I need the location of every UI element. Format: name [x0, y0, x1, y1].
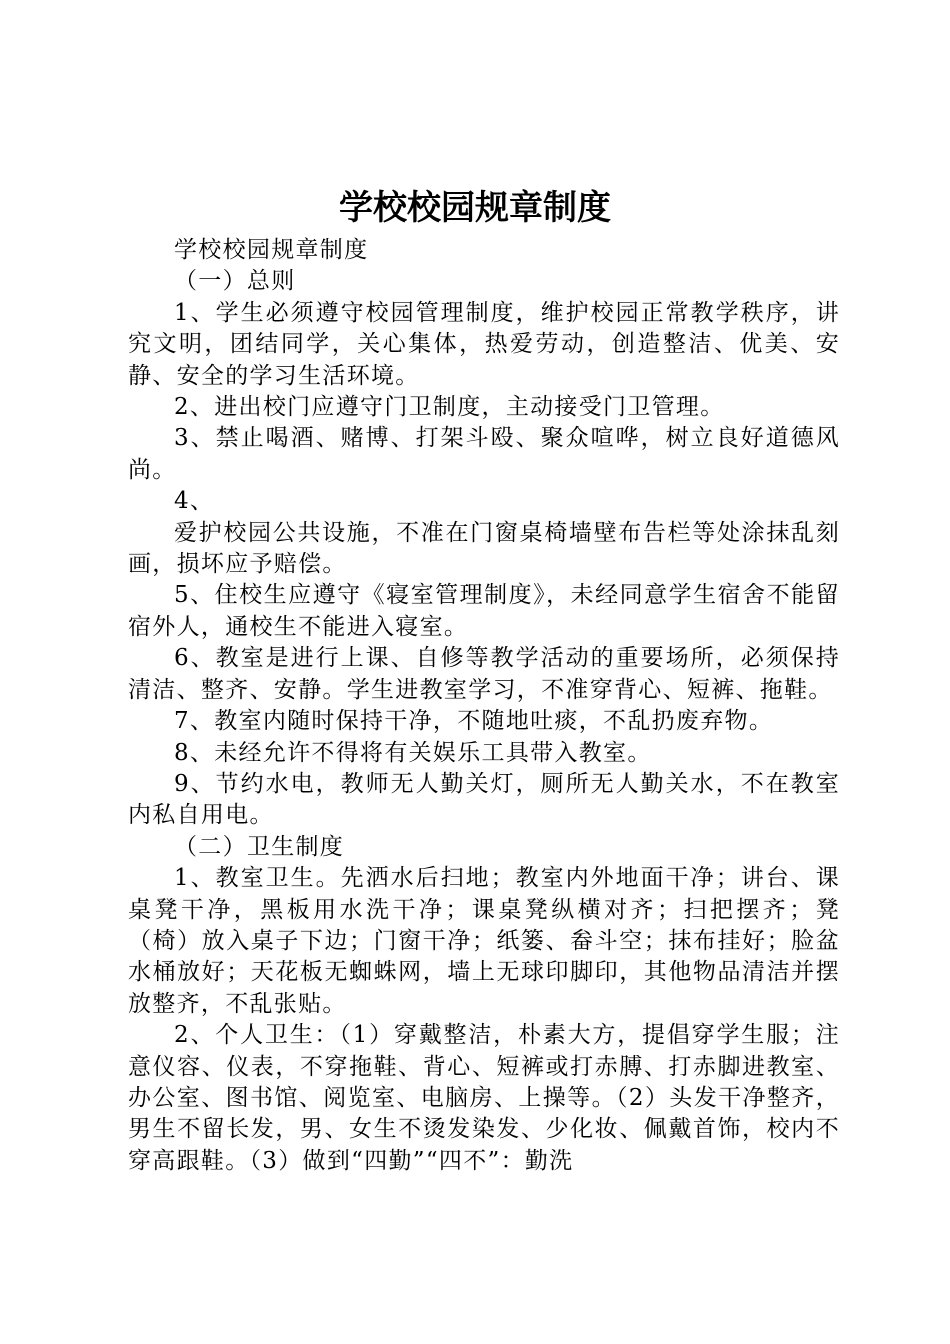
- paragraph-hygiene-1: 1、教室卫生。先洒水后扫地；教室内外地面干净；讲台、课桌凳干净，黑板用水洗干净；课桌凳纵横对齐；扫把摆齐；凳（椅）放入桌子下边；门窗干净；纸篓、畚斗空；抹布挂好；脸盆水桶放好；天花板无蜘蛛网，墙上无球印脚印，其他物品清洁并摆放整齐，不乱张贴。: [128, 865, 840, 1017]
- document-title: 学校校园规章制度: [339, 188, 611, 228]
- section-heading-hygiene: （二）卫生制度: [174, 833, 345, 860]
- paragraph-rule-7: 7、教室内随时保持干净，不随地吐痰，不乱扔废弃物。: [174, 708, 774, 735]
- paragraph-rule-8: 8、未经允许不得将有关娱乐工具带入教室。: [174, 739, 652, 766]
- paragraph-rule-4-text: 爱护校园公共设施，不准在门窗桌椅墙壁布告栏等处涂抹乱刻画，损坏应予赔偿。: [128, 519, 840, 578]
- paragraph-rule-9: 9、节约水电，教师无人勤关灯，厕所无人勤关水，不在教室内私自用电。: [128, 770, 840, 829]
- paragraph-rule-3: 3、禁止喝酒、赌博、打架斗殴、聚众喧哗，树立良好道德风尚。: [128, 425, 840, 483]
- paragraph-hygiene-2: 2、个人卫生：（1）穿戴整洁，朴素大方，提倡穿学生服；注意仪容、仪表，不穿拖鞋、背心、短裤或打赤膊、打赤脚进教室、办公室、图书馆、阅览室、电脑房、上操等。（2）头发干净整齐，男生不留长发，男、女生不烫发染发、少化妆、佩戴首饰，校内不穿高跟鞋。（3）做到“四勤”“四不”：勤洗: [128, 1022, 840, 1174]
- paragraph-rule-2: 2、进出校门应遵守门卫制度，主动接受门卫管理。: [174, 394, 725, 421]
- paragraph-rule-6: 6、教室是进行上课、自修等教学活动的重要场所，必须保持清洁、整齐、安静。学生进教室学习，不准穿背心、短裤、拖鞋。: [128, 645, 840, 703]
- paragraph-subtitle: 学校校园规章制度: [174, 237, 369, 263]
- paragraph-rule-1: 1、学生必须遵守校园管理制度，维护校园正常教学秩序，讲究文明，团结同学，关心集体，热爱劳动，创造整洁、优美、安静、安全的学习生活环境。: [128, 299, 840, 389]
- section-heading-general: （一）总则: [174, 268, 296, 295]
- paragraph-rule-4-number: 4、: [174, 488, 215, 515]
- paragraph-rule-5: 5、住校生应遵守《寝室管理制度》，未经同意学生宿舍不能留宿外人，通校生不能进入寝室。: [128, 582, 840, 640]
- document-body: [128, 235, 840, 1177]
